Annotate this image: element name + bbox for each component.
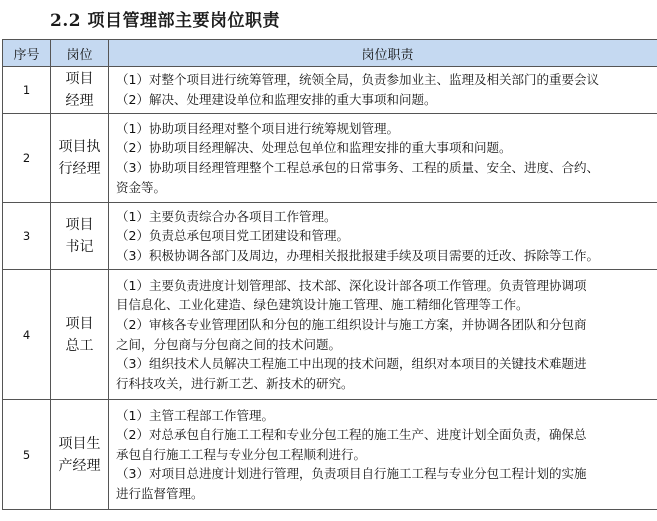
duty-line: （2）协助项目经理解决、处理总包单位和监理安排的重大事项和问题。 [116, 140, 512, 156]
table-row [3, 203, 657, 270]
duty-line: （2）负责总承包项目党工团建设和管理。 [116, 228, 349, 244]
position-line: 经理 [65, 93, 94, 109]
position-line: 项目执 [58, 139, 101, 155]
section-title: 2.2 项目管理部主要岗位职责 [50, 11, 280, 31]
position-line: 项目生 [58, 435, 101, 452]
duty-line: （1）主要负责进度计划管理部、技术部、深化设计部各项工作管理。负责管理协调项 [116, 277, 587, 293]
position-line: 项目 [65, 71, 94, 87]
duties-table [2, 39, 657, 510]
table-row [3, 270, 657, 400]
duty-line: （1）主要负责综合办各项目工作管理。 [116, 208, 337, 224]
position-line: 项目 [65, 217, 94, 233]
table-row [3, 114, 657, 203]
duty-line: （1）对整个项目进行统筹管理，统领全局，负责参加业主、监理及相关部门的重要会议 [116, 72, 599, 88]
duty-line: （1）主管工程部工作管理。 [116, 407, 274, 423]
row-duties [109, 400, 657, 510]
duty-line: （1）协助项目经理对整个项目进行统筹规划管理。 [116, 120, 399, 136]
duty-line: 进行监督管理。 [116, 485, 204, 501]
table-row [3, 67, 657, 114]
position-line: 产经理 [58, 457, 101, 474]
duty-line: 行科技攻关，进行新工艺、新技术的研究。 [116, 375, 354, 391]
duty-line: 资金等。 [116, 179, 167, 195]
duty-line: （3）积极协调各部门及周边，办理相关报批报建手续及项目需要的迁改、拆除等工作。 [116, 247, 599, 263]
duty-line: （3）协助项目经理管理整个工程总承包的日常事务、工程的质量、安全、进度、合约、 [116, 160, 599, 175]
duty-line: 承包自行施工工程与专业分包工程顺利进行。 [116, 446, 367, 462]
duty-line: 目信息化、工业化建造、绿色建筑设计施工管理、施工精细化管理等工作。 [116, 297, 529, 313]
position-line: 项目 [65, 315, 94, 332]
header-duties: 岗位职责 [109, 40, 657, 67]
table-row [3, 400, 657, 510]
row-duties [109, 67, 657, 114]
row-index: 5 [3, 400, 51, 510]
row-index: 1 [3, 67, 51, 114]
row-index: 3 [3, 203, 51, 270]
duty-line: （2）对总承包自行施工工程和专业分包工程的施工生产、进度计划全面负责，确保总 [116, 427, 587, 443]
row-position [51, 270, 109, 400]
row-duties [109, 270, 657, 400]
row-index: 2 [3, 114, 51, 203]
row-index: 4 [3, 270, 51, 400]
row-position [51, 67, 109, 114]
duty-line: 之间，分包商与分包商之间的技术问题。 [116, 336, 342, 352]
duty-line: （3）对项目总进度计划进行管理，负责项目自行施工工程与专业分包工程计划的实施 [116, 466, 587, 482]
row-position [51, 400, 109, 510]
position-line: 行经理 [58, 161, 101, 177]
row-duties [109, 114, 657, 203]
position-line: 书记 [65, 239, 94, 255]
header-index: 序号 [3, 40, 51, 67]
duty-line: （2）解决、处理建设单位和监理安排的重大事项和问题。 [116, 92, 437, 107]
row-position [51, 114, 109, 203]
row-duties [109, 203, 657, 270]
table-header-row [3, 40, 657, 67]
duty-line: （3）组织技术人员解决工程施工中出现的技术问题，组织对本项目的关键技术难题进 [116, 356, 587, 372]
row-position [51, 203, 109, 270]
duty-line: （2）审核各专业管理团队和分包的施工组织设计与施工方案，并协调各团队和分包商 [116, 316, 587, 332]
header-position: 岗位 [51, 40, 109, 67]
position-line: 总工 [65, 337, 94, 354]
